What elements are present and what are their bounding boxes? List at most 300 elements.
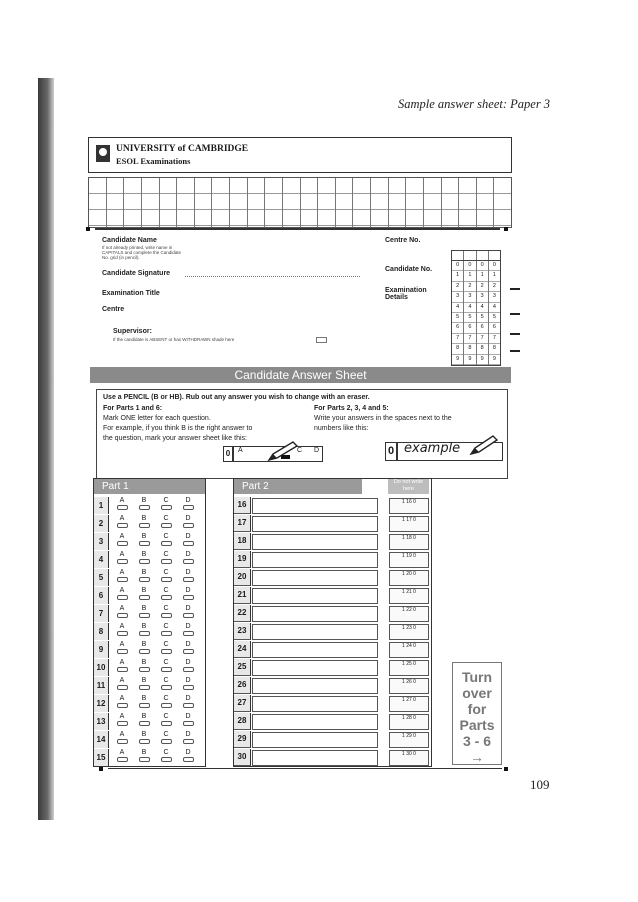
answer-option-a[interactable] [114, 533, 130, 546]
answer-bubble[interactable] [139, 703, 150, 708]
digit-cell[interactable]: 0 [489, 261, 500, 271]
answer-bubble[interactable] [139, 631, 150, 636]
question-number: 12 [94, 695, 109, 712]
answer-bubble[interactable] [183, 757, 194, 762]
answer-option-c[interactable] [158, 677, 174, 690]
digit-cell[interactable]: 7 [477, 334, 488, 344]
answer-bubble[interactable] [139, 667, 150, 672]
timing-mark [99, 767, 103, 771]
answer-bubble[interactable] [117, 613, 128, 618]
answer-option-a[interactable] [114, 749, 130, 762]
part-1-question-row [94, 569, 205, 586]
answer-bubble[interactable] [117, 577, 128, 582]
digit-cell[interactable]: 1 [452, 271, 463, 281]
digit-cell[interactable]: 9 [464, 355, 475, 365]
option-letter: A [119, 515, 125, 522]
answer-bubble[interactable] [117, 685, 128, 690]
option-letter: B [141, 515, 147, 522]
answer-bubble[interactable] [183, 595, 194, 600]
answer-bubble[interactable] [161, 631, 172, 636]
answer-bubble[interactable] [183, 559, 194, 564]
part-2-question-row [234, 515, 431, 532]
answer-bubble[interactable] [183, 541, 194, 546]
answer-option-c[interactable] [158, 659, 174, 672]
instructions-box [96, 389, 508, 479]
pencil-instruction: Use a PENCIL (B or HB). Rub out any answer you wish to change with an eraser. [103, 394, 370, 401]
answer-option-c[interactable] [158, 569, 174, 582]
option-letter: A [119, 551, 125, 558]
answer-option-c[interactable] [158, 641, 174, 654]
answer-field[interactable] [252, 570, 378, 586]
option-letter: C [163, 497, 169, 504]
digit-cell[interactable]: 8 [452, 344, 463, 354]
answer-bubble[interactable] [161, 757, 172, 762]
answer-option-c[interactable] [158, 533, 174, 546]
answer-option-b[interactable] [136, 569, 152, 582]
answer-field[interactable] [252, 714, 378, 730]
option-letter: D [185, 533, 191, 540]
option-letter: B [141, 641, 147, 648]
answer-bubble[interactable] [183, 613, 194, 618]
answer-bubble[interactable] [161, 523, 172, 528]
option-letter: A [119, 713, 125, 720]
dash-mark [510, 288, 520, 290]
pencil-icon [469, 434, 499, 456]
answer-bubble[interactable] [183, 577, 194, 582]
digit-cell[interactable]: 9 [489, 355, 500, 365]
arrow-right-icon: → [470, 749, 484, 765]
answer-bubble[interactable] [139, 595, 150, 600]
part-2-question-row [234, 533, 431, 550]
option-letter: B [141, 497, 147, 504]
answer-option-c[interactable] [158, 497, 174, 510]
digit-cell[interactable]: 2 [477, 282, 488, 292]
answer-option-b[interactable] [136, 551, 152, 564]
answer-field[interactable] [252, 516, 378, 532]
answer-bubble[interactable] [117, 541, 128, 546]
option-letter: C [163, 749, 169, 756]
option-letter: B [141, 623, 147, 630]
digit-cell[interactable]: 2 [464, 282, 475, 292]
answer-option-d[interactable] [180, 623, 196, 636]
answer-option-b[interactable] [136, 749, 152, 762]
question-number: 16 [234, 497, 251, 514]
answer-bubble[interactable] [161, 721, 172, 726]
question-number: 18 [234, 533, 251, 550]
answer-bubble[interactable] [183, 721, 194, 726]
option-letter: C [163, 713, 169, 720]
answer-option-a[interactable] [114, 713, 130, 726]
answer-bubble[interactable] [139, 685, 150, 690]
university-crest-icon [96, 145, 110, 162]
university-name: UNIVERSITY of CAMBRIDGE [116, 144, 249, 154]
digit-cell[interactable]: 2 [489, 282, 500, 292]
answer-bubble[interactable] [139, 541, 150, 546]
digit-cell[interactable]: 7 [489, 334, 500, 344]
answer-option-c[interactable] [158, 713, 174, 726]
answer-bubble[interactable] [117, 631, 128, 636]
answer-option-d[interactable] [180, 551, 196, 564]
answer-bubble[interactable] [139, 505, 150, 510]
answer-bubble[interactable] [183, 739, 194, 744]
answer-bubble[interactable] [139, 613, 150, 618]
answer-field[interactable] [252, 642, 378, 658]
answer-option-d[interactable] [180, 569, 196, 582]
digit-cell[interactable]: 3 [489, 292, 500, 302]
part-1-question-row [94, 713, 205, 730]
answer-option-a[interactable] [114, 497, 130, 510]
answer-bubble[interactable] [117, 649, 128, 654]
answer-field[interactable] [252, 660, 378, 676]
answer-option-a[interactable] [114, 731, 130, 744]
option-letter: C [163, 533, 169, 540]
answer-option-a[interactable] [114, 659, 130, 672]
answer-option-d[interactable] [180, 677, 196, 690]
question-number: 15 [94, 749, 109, 766]
option-letter: A [119, 569, 125, 576]
answer-sheet-banner: Candidate Answer Sheet [90, 367, 511, 383]
answer-option-d[interactable] [180, 659, 196, 672]
option-letter: A [119, 749, 125, 756]
option-letter: D [185, 605, 191, 612]
answer-bubble[interactable] [117, 559, 128, 564]
option-letter: D [185, 551, 191, 558]
answer-bubble[interactable] [183, 703, 194, 708]
question-number: 8 [94, 623, 109, 640]
answer-option-c[interactable] [158, 749, 174, 762]
answer-field[interactable] [252, 678, 378, 694]
answer-option-b[interactable] [136, 515, 152, 528]
option-letter: A [119, 605, 125, 612]
marker-box: 1 28 0 [389, 714, 429, 730]
digit-cell[interactable]: 7 [452, 334, 463, 344]
digit-cell[interactable]: 5 [477, 313, 488, 323]
question-number: 6 [94, 587, 109, 604]
digit-cell[interactable]: 6 [489, 323, 500, 333]
part-1-question-row [94, 497, 205, 514]
option-letter: A [119, 497, 125, 504]
marker-box: 1 26 0 [389, 678, 429, 694]
option-letter: C [163, 605, 169, 612]
part-1-question-row [94, 623, 205, 640]
answer-option-b[interactable] [136, 695, 152, 708]
digit-cell[interactable]: 6 [452, 323, 463, 333]
digit-cell[interactable]: 8 [464, 344, 475, 354]
answer-option-c[interactable] [158, 605, 174, 618]
answer-bubble[interactable] [117, 523, 128, 528]
example-option-a: A [238, 447, 243, 454]
digit-cell[interactable]: 1 [477, 271, 488, 281]
answer-field[interactable] [252, 498, 378, 514]
option-letter: C [163, 677, 169, 684]
digit-cell[interactable]: 0 [477, 261, 488, 271]
part-1-question-row [94, 695, 205, 712]
answer-option-d[interactable] [180, 749, 196, 762]
question-number: 25 [234, 659, 251, 676]
candidate-signature-label: Candidate Signature [102, 270, 171, 277]
answer-option-c[interactable] [158, 551, 174, 564]
option-letter: B [141, 587, 147, 594]
part-1-question-row [94, 533, 205, 550]
header-box [88, 137, 512, 173]
question-number: 20 [234, 569, 251, 586]
option-letter: A [119, 587, 125, 594]
part-2-panel [233, 478, 432, 767]
signature-line[interactable] [185, 276, 360, 277]
answer-option-d[interactable] [180, 641, 196, 654]
answer-option-b[interactable] [136, 623, 152, 636]
digit-cell[interactable]: 9 [452, 355, 463, 365]
part-1-panel [93, 478, 206, 767]
digit-cell[interactable]: 5 [489, 313, 500, 323]
answer-option-b[interactable] [136, 533, 152, 546]
marker-box: 1 21 0 [389, 588, 429, 604]
option-letter: C [163, 731, 169, 738]
answer-bubble[interactable] [117, 739, 128, 744]
answer-bubble[interactable] [161, 505, 172, 510]
question-number: 26 [234, 677, 251, 694]
option-letter: B [141, 677, 147, 684]
part-1-question-row [94, 515, 205, 532]
answer-bubble[interactable] [183, 631, 194, 636]
question-number: 1 [94, 497, 109, 514]
answer-option-a[interactable] [114, 587, 130, 600]
answer-option-c[interactable] [158, 731, 174, 744]
absent-shade-box[interactable] [316, 337, 327, 343]
answer-bubble[interactable] [139, 523, 150, 528]
option-letter: B [141, 731, 147, 738]
answer-field[interactable] [252, 732, 378, 748]
answer-bubble[interactable] [183, 523, 194, 528]
answer-bubble[interactable] [161, 649, 172, 654]
answer-option-a[interactable] [114, 551, 130, 564]
answer-bubble[interactable] [161, 667, 172, 672]
question-number: 24 [234, 641, 251, 658]
answer-option-d[interactable] [180, 515, 196, 528]
answer-option-b[interactable] [136, 677, 152, 690]
digit-cell[interactable]: 4 [489, 303, 500, 313]
option-letter: C [163, 569, 169, 576]
answer-bubble[interactable] [183, 685, 194, 690]
turn-line-5: 3 - 6 [462, 733, 491, 749]
answer-bubble[interactable] [139, 721, 150, 726]
question-number: 5 [94, 569, 109, 586]
examination-details-label: Examination Details [385, 287, 427, 301]
answer-bubble[interactable] [139, 559, 150, 564]
option-letter: A [119, 659, 125, 666]
answer-bubble[interactable] [161, 577, 172, 582]
digit-cell[interactable]: 0 [464, 261, 475, 271]
question-number: 27 [234, 695, 251, 712]
option-letter: C [163, 695, 169, 702]
answer-field[interactable] [252, 552, 378, 568]
supervisor-label: Supervisor: [113, 328, 152, 335]
answer-option-b[interactable] [136, 713, 152, 726]
option-letter: B [141, 659, 147, 666]
option-letter: B [141, 749, 147, 756]
answer-option-c[interactable] [158, 623, 174, 636]
parts-1-6-heading: For Parts 1 and 6: [103, 405, 163, 412]
answer-option-d[interactable] [180, 731, 196, 744]
examination-title-label: Examination Title [102, 290, 160, 297]
option-letter: D [185, 623, 191, 630]
part-1-question-row [94, 659, 205, 676]
digit-cell[interactable]: 8 [489, 344, 500, 354]
esol-examinations: ESOL Examinations [116, 156, 191, 166]
option-letter: B [141, 713, 147, 720]
answer-bubble[interactable] [139, 757, 150, 762]
answer-option-a[interactable] [114, 605, 130, 618]
part-2-question-row [234, 605, 431, 622]
timing-mark [86, 227, 90, 231]
answer-option-c[interactable] [158, 695, 174, 708]
digit-cell[interactable]: 8 [477, 344, 488, 354]
answer-option-a[interactable] [114, 677, 130, 690]
answer-bubble[interactable] [117, 757, 128, 762]
answer-bubble[interactable] [183, 667, 194, 672]
digit-cell[interactable]: 4 [464, 303, 475, 313]
digit-cell[interactable]: 3 [464, 292, 475, 302]
answer-field[interactable] [252, 696, 378, 712]
answer-bubble[interactable] [161, 703, 172, 708]
answer-field[interactable] [252, 534, 378, 550]
dash-mark [510, 313, 520, 315]
answer-field[interactable] [252, 624, 378, 640]
answer-bubble[interactable] [139, 649, 150, 654]
digit-cell[interactable]: 9 [477, 355, 488, 365]
pencil-icon [267, 440, 299, 462]
answer-field[interactable] [252, 750, 378, 766]
answer-bubble[interactable] [161, 685, 172, 690]
candidate-no-digit-grid[interactable] [451, 260, 501, 366]
answer-bubble[interactable] [139, 739, 150, 744]
marker-box: 1 18 0 [389, 534, 429, 550]
answer-option-d[interactable] [180, 713, 196, 726]
answer-bubble[interactable] [161, 559, 172, 564]
option-letter: C [163, 623, 169, 630]
marker-box: 1 27 0 [389, 696, 429, 712]
page-number: 109 [530, 777, 550, 792]
answer-option-d[interactable] [180, 605, 196, 618]
question-number: 30 [234, 749, 251, 766]
option-letter: D [185, 731, 191, 738]
part-2-question-row [234, 587, 431, 604]
answer-option-a[interactable] [114, 641, 130, 654]
option-letter: B [141, 551, 147, 558]
dash-mark [510, 333, 520, 335]
marker-box: 1 17 0 [389, 516, 429, 532]
turn-line-1: Turn [461, 669, 493, 685]
marker-box: 1 23 0 [389, 624, 429, 640]
answer-bubble[interactable] [117, 505, 128, 510]
option-letter: D [185, 713, 191, 720]
question-number: 14 [94, 731, 109, 748]
answer-option-a[interactable] [114, 569, 130, 582]
answer-bubble[interactable] [183, 505, 194, 510]
answer-bubble[interactable] [161, 739, 172, 744]
digit-cell[interactable]: 5 [452, 313, 463, 323]
option-letter: D [185, 515, 191, 522]
answer-bubble[interactable] [139, 577, 150, 582]
digit-cell[interactable]: 1 [489, 271, 500, 281]
answer-option-a[interactable] [114, 515, 130, 528]
digit-cell[interactable]: 0 [452, 261, 463, 271]
answer-option-b[interactable] [136, 605, 152, 618]
answer-bubble[interactable] [161, 595, 172, 600]
turn-over-box [452, 662, 502, 765]
answer-bubble[interactable] [161, 541, 172, 546]
do-not-write-header: Do not write here [388, 479, 429, 494]
digit-cell[interactable]: 5 [464, 313, 475, 323]
digit-cell[interactable]: 4 [477, 303, 488, 313]
answer-option-b[interactable] [136, 497, 152, 510]
answer-bubble[interactable] [117, 703, 128, 708]
part-2-question-row [234, 677, 431, 694]
option-letter: D [185, 641, 191, 648]
answer-option-d[interactable] [180, 533, 196, 546]
answer-field[interactable] [252, 588, 378, 604]
answer-bubble[interactable] [117, 667, 128, 672]
answer-option-a[interactable] [114, 695, 130, 708]
question-number: 4 [94, 551, 109, 568]
part-2-question-row [234, 569, 431, 586]
answer-option-b[interactable] [136, 587, 152, 600]
answer-bubble[interactable] [183, 649, 194, 654]
digit-cell[interactable]: 3 [477, 292, 488, 302]
answer-field[interactable] [252, 606, 378, 622]
digit-cell[interactable]: 3 [452, 292, 463, 302]
option-letter: A [119, 533, 125, 540]
left-line-3: the question, mark your answer sheet like this: [103, 435, 247, 442]
answer-option-d[interactable] [180, 497, 196, 510]
option-letter: B [141, 695, 147, 702]
digit-cell[interactable]: 4 [452, 303, 463, 313]
answer-option-a[interactable] [114, 623, 130, 636]
part-1-question-row [94, 731, 205, 748]
answer-option-b[interactable] [136, 641, 152, 654]
answer-option-c[interactable] [158, 515, 174, 528]
part-1-question-row [94, 551, 205, 568]
answer-option-c[interactable] [158, 587, 174, 600]
answer-bubble[interactable] [117, 595, 128, 600]
option-letter: A [119, 623, 125, 630]
name-entry-grid[interactable] [88, 177, 512, 228]
example-number-box: 0 [223, 446, 233, 462]
option-letter: B [141, 605, 147, 612]
digit-cell[interactable]: 7 [464, 334, 475, 344]
answer-option-b[interactable] [136, 659, 152, 672]
example-option-d: D [314, 447, 320, 454]
question-number: 19 [234, 551, 251, 568]
digit-cell[interactable]: 6 [464, 323, 475, 333]
option-letter: A [119, 641, 125, 648]
answer-option-d[interactable] [180, 695, 196, 708]
digit-cell[interactable]: 6 [477, 323, 488, 333]
right-line-1: Write your answers in the spaces next to the [314, 415, 452, 422]
digit-cell[interactable]: 1 [464, 271, 475, 281]
part-1-question-row [94, 749, 205, 766]
answer-option-b[interactable] [136, 731, 152, 744]
option-letter: D [185, 497, 191, 504]
digit-cell[interactable]: 2 [452, 282, 463, 292]
centre-no-label: Centre No. [385, 237, 421, 244]
option-letter: C [163, 515, 169, 522]
question-number: 2 [94, 515, 109, 532]
answer-bubble[interactable] [161, 613, 172, 618]
answer-option-d[interactable] [180, 587, 196, 600]
dash-mark [510, 350, 520, 352]
answer-bubble[interactable] [117, 721, 128, 726]
